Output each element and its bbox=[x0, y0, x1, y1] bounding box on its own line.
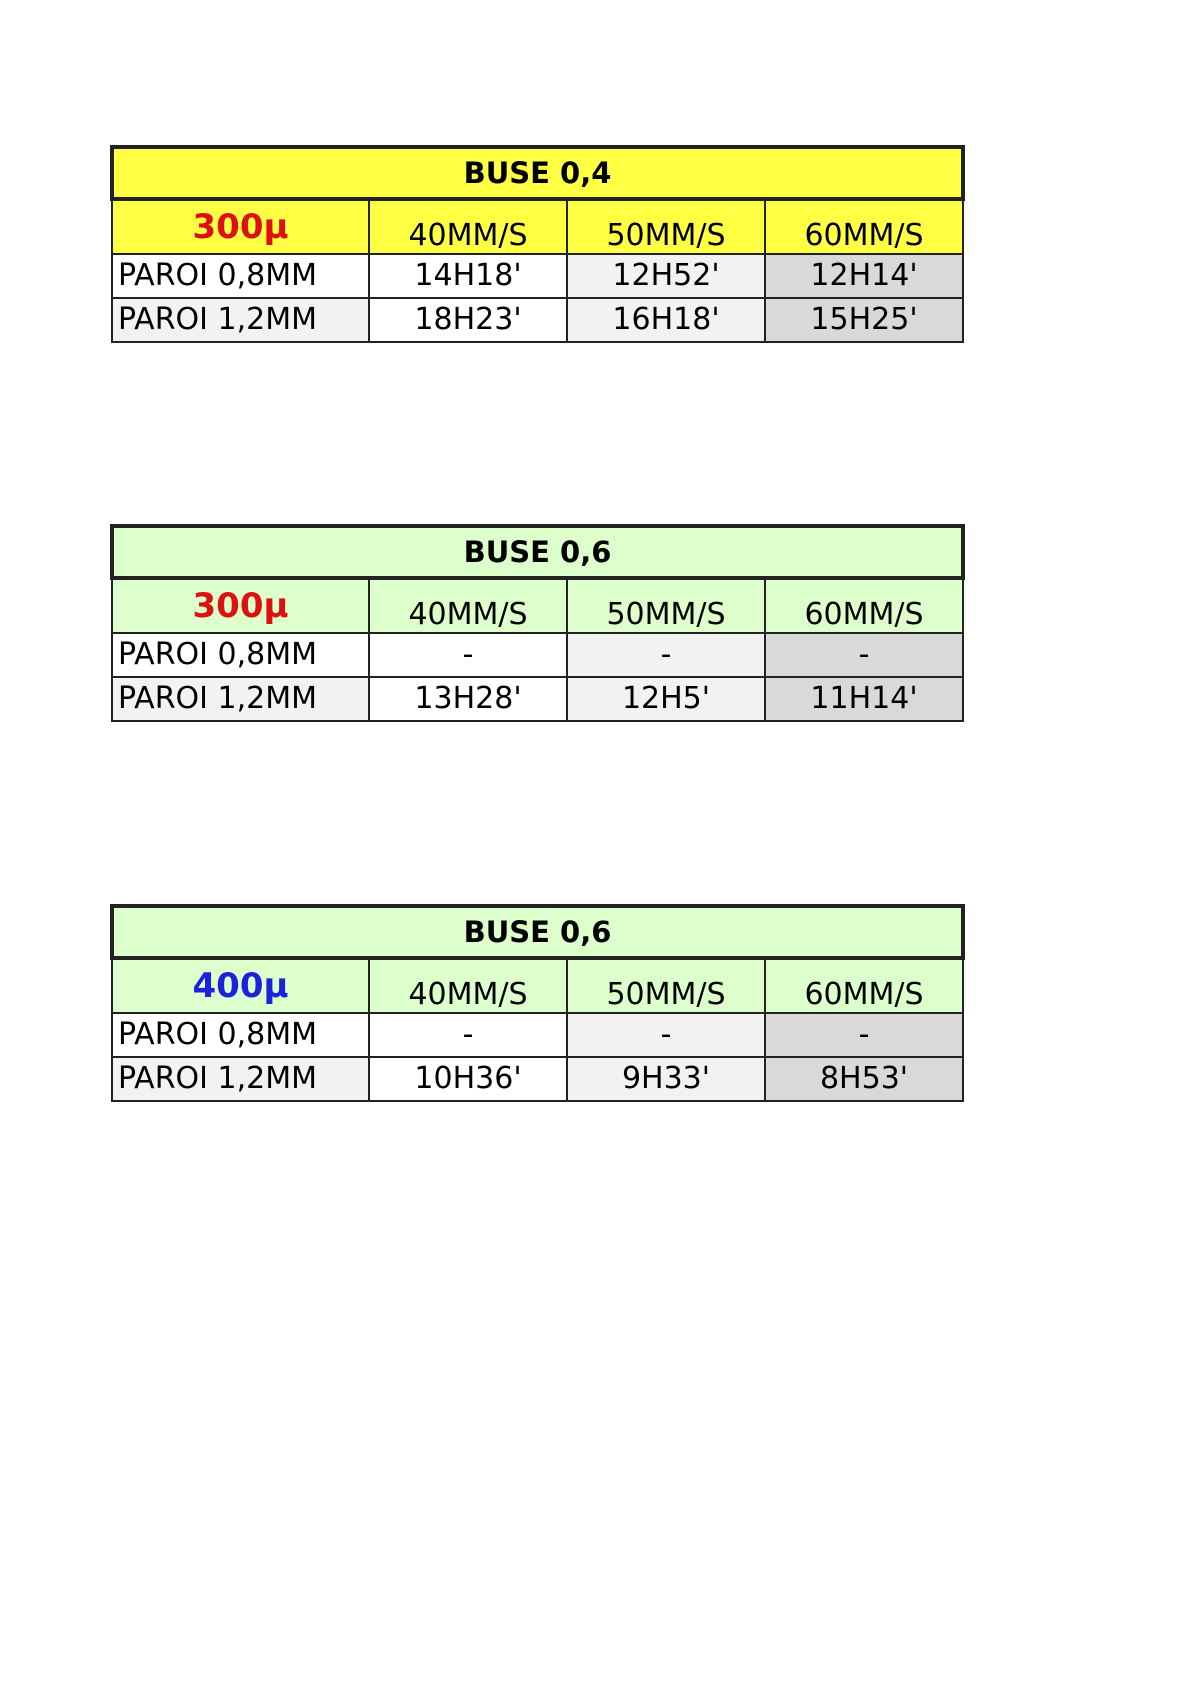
time-cell: 10H36' bbox=[369, 1057, 567, 1101]
speed-header-row bbox=[112, 199, 963, 254]
time-cell: 9H33' bbox=[567, 1057, 765, 1101]
table-row bbox=[112, 1013, 963, 1057]
speed-header-60: 60MM/S bbox=[765, 578, 963, 633]
time-cell: - bbox=[765, 1013, 963, 1057]
time-cell: - bbox=[765, 633, 963, 677]
time-cell: - bbox=[369, 633, 567, 677]
time-cell: 12H52' bbox=[567, 254, 765, 298]
table-title: BUSE 0,6 bbox=[112, 906, 963, 958]
print-time-table-buse-0-6-400 bbox=[110, 904, 965, 1102]
time-cell: 15H25' bbox=[765, 298, 963, 342]
speed-header-40: 40MM/S bbox=[369, 199, 567, 254]
time-cell: - bbox=[567, 633, 765, 677]
wall-label: PAROI 0,8MM bbox=[112, 633, 369, 677]
speed-header-row bbox=[112, 958, 963, 1013]
wall-label: PAROI 0,8MM bbox=[112, 254, 369, 298]
layer-height-label: 300µ bbox=[112, 199, 369, 254]
time-cell: 12H14' bbox=[765, 254, 963, 298]
table-title: BUSE 0,6 bbox=[112, 526, 963, 578]
print-time-table-buse-0-4 bbox=[110, 145, 965, 343]
table-row bbox=[112, 677, 963, 721]
speed-header-50: 50MM/S bbox=[567, 199, 765, 254]
time-cell: 13H28' bbox=[369, 677, 567, 721]
speed-header-row bbox=[112, 578, 963, 633]
wall-label: PAROI 1,2MM bbox=[112, 298, 369, 342]
table-row bbox=[112, 1057, 963, 1101]
table-row bbox=[112, 254, 963, 298]
time-cell: 12H5' bbox=[567, 677, 765, 721]
time-cell: 18H23' bbox=[369, 298, 567, 342]
table-title: BUSE 0,4 bbox=[112, 147, 963, 199]
time-cell: 8H53' bbox=[765, 1057, 963, 1101]
speed-header-40: 40MM/S bbox=[369, 958, 567, 1013]
table-title-row bbox=[112, 906, 963, 958]
wall-label: PAROI 0,8MM bbox=[112, 1013, 369, 1057]
speed-header-50: 50MM/S bbox=[567, 958, 765, 1013]
table-title-row bbox=[112, 147, 963, 199]
speed-header-40: 40MM/S bbox=[369, 578, 567, 633]
table-title-row bbox=[112, 526, 963, 578]
print-time-table-buse-0-6-300 bbox=[110, 524, 965, 722]
time-cell: 16H18' bbox=[567, 298, 765, 342]
layer-height-label: 300µ bbox=[112, 578, 369, 633]
speed-header-60: 60MM/S bbox=[765, 199, 963, 254]
time-cell: 14H18' bbox=[369, 254, 567, 298]
wall-label: PAROI 1,2MM bbox=[112, 1057, 369, 1101]
speed-header-50: 50MM/S bbox=[567, 578, 765, 633]
time-cell: - bbox=[369, 1013, 567, 1057]
wall-label: PAROI 1,2MM bbox=[112, 677, 369, 721]
speed-header-60: 60MM/S bbox=[765, 958, 963, 1013]
table-row bbox=[112, 633, 963, 677]
time-cell: 11H14' bbox=[765, 677, 963, 721]
layer-height-label: 400µ bbox=[112, 958, 369, 1013]
table-row bbox=[112, 298, 963, 342]
time-cell: - bbox=[567, 1013, 765, 1057]
